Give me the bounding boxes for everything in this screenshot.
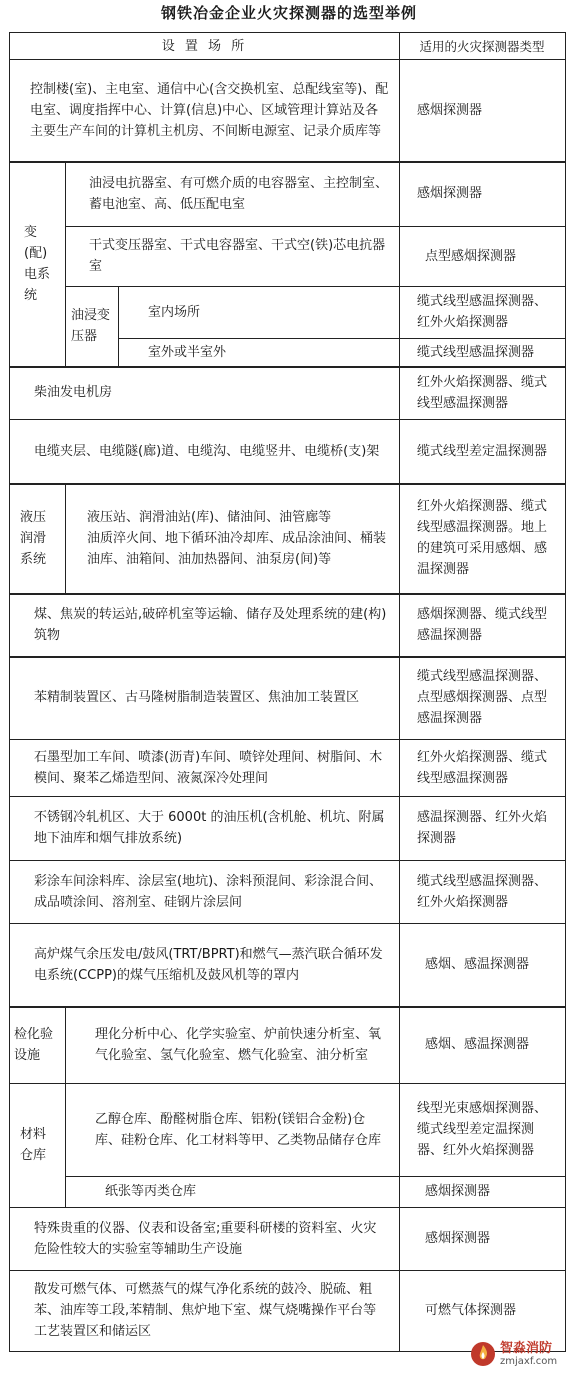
row-place: 油浸电抗器室、有可燃介质的电容器室、主控制室、蓄电池室、高、低压配电室 [89, 175, 389, 212]
detector-table [9, 32, 566, 1352]
row-type: 感烟探测器、缆式线型感温探测器 [417, 606, 548, 643]
row-place: 不锈钢冷轧机区、大于 6000t 的油压机(含机舱、机坑、附属地下油库和烟气排放系统) [34, 810, 385, 846]
row-place: 室内场所 [148, 304, 201, 320]
row-place: 干式变压器室、干式电容器室、干式空(铁)芯电抗器室 [89, 238, 386, 274]
watermark-name: 智淼消防 [500, 1341, 553, 1356]
row-type: 感烟探测器 [425, 1231, 491, 1246]
row-place: 理化分析中心、化学实验室、炉前快速分析室、氧气化验室、氢气化验室、燃气化验室、油分析室 [95, 1026, 382, 1063]
row-place: 特殊贵重的仪器、仪表和设备室;重要科研楼的资料室、火灾危险性较大的实验室等辅助生产设施 [34, 1220, 377, 1257]
header-place: 设 置 场 所 [161, 38, 248, 54]
row-type: 感烟探测器 [417, 186, 483, 201]
row-place: 高炉煤气余压发电/鼓风(TRT/BPRT)和燃气—蒸汽联合循环发电系统(CCPP)的煤气压缩机及鼓风机等的罩内 [34, 946, 383, 983]
row-place: 苯精制装置区、古马隆树脂制造装置区、焦油加工装置区 [34, 690, 360, 705]
row-place: 纸张等丙类仓库 [105, 1184, 197, 1199]
row-place: 彩涂车间涂料库、涂层室(地坑)、涂料预混间、彩涂混合间、成品喷涂间、溶剂室、硅钢片涂层间 [34, 873, 383, 910]
row-type: 感烟、感温探测器 [425, 957, 530, 972]
group-label: 检化验设施 [14, 1026, 54, 1063]
group-label: 变(配)电系统 [24, 224, 51, 303]
row-type: 感温探测器、红外火焰探测器 [417, 810, 548, 846]
row-place: 电缆夹层、电缆隧(廊)道、电缆沟、电缆竖井、电缆桥(支)架 [34, 443, 380, 459]
fire-logo-icon [470, 1341, 496, 1367]
row-type: 红外火焰探测器、缆式线型感温探测器 [417, 749, 548, 786]
row-type: 线型光束感烟探测器、缆式线型差定温探测器、红外火焰探测器 [417, 1101, 548, 1158]
row-place: 液压站、润滑油站(库)、储油间、油管廊等 油质淬火间、地下循环油冷却库、成品涂油间、桶装油库、油箱间、油加热器间、油泵房(间)等 [87, 509, 387, 567]
group-label: 材料仓库 [20, 1127, 47, 1163]
row-place: 乙醇仓库、酚醛树脂仓库、铝粉(镁铝合金粉)仓库、硅粉仓库、化工材料等甲、乙类物品储存仓库 [95, 1111, 382, 1148]
group-label: 液压润滑系统 [20, 509, 47, 567]
row-type: 感烟探测器 [425, 1184, 491, 1199]
watermark-url: zmjaxf.com [500, 1356, 558, 1367]
row-type: 缆式线型感温探测器、点型感烟探测器、点型感温探测器 [417, 669, 548, 726]
row-place: 控制楼(室)、主电室、通信中心(含交换机室、总配线室等)、配电室、调度指挥中心、计算(信息)中心、区域管理计算站及各主要生产车间的计算机主机房、不间断电源室、记录介质库等 [30, 81, 389, 139]
row-type: 缆式线型感温探测器、红外火焰探测器 [417, 294, 548, 330]
watermark [470, 1335, 566, 1375]
row-type: 红外火焰探测器、缆式线型感温探测器 [417, 374, 548, 411]
row-type: 点型感烟探测器 [425, 248, 517, 264]
row-type: 缆式线型差定温探测器 [417, 443, 548, 459]
row-type: 可燃气体探测器 [425, 1303, 517, 1318]
row-place: 柴油发电机房 [34, 385, 113, 400]
row-place: 石墨型加工车间、喷漆(沥青)车间、喷锌处理间、树脂间、木模间、聚苯乙烯造型间、液氮深冷处理间 [34, 749, 383, 786]
row-place: 散发可燃气体、可燃蒸气的煤气净化系统的鼓冷、脱硫、粗苯、油库等工段,苯精制、焦炉地下室、煤气烧嘴操作平台等工艺装置区和储运区 [34, 1282, 377, 1339]
row-place: 煤、焦炭的转运站,破碎机室等运输、储存及处理系统的建(构)筑物 [34, 606, 387, 643]
row-type: 感烟探测器 [417, 102, 483, 118]
header-type: 适用的火灾探测器类型 [419, 38, 545, 54]
row-type: 缆式线型感温探测器、红外火焰探测器 [417, 873, 548, 910]
row-type: 感烟、感温探测器 [425, 1037, 530, 1052]
row-type: 红外火焰探测器、缆式线型感温探测器。地上的建筑可采用感烟、感温探测器 [417, 499, 548, 577]
row-place: 室外或半室外 [148, 344, 227, 360]
subgroup-label: 油浸变压器 [71, 308, 111, 344]
row-type: 缆式线型感温探测器 [417, 344, 535, 360]
page-title: 钢铁冶金企业火灾探测器的选型举例 [160, 4, 417, 22]
